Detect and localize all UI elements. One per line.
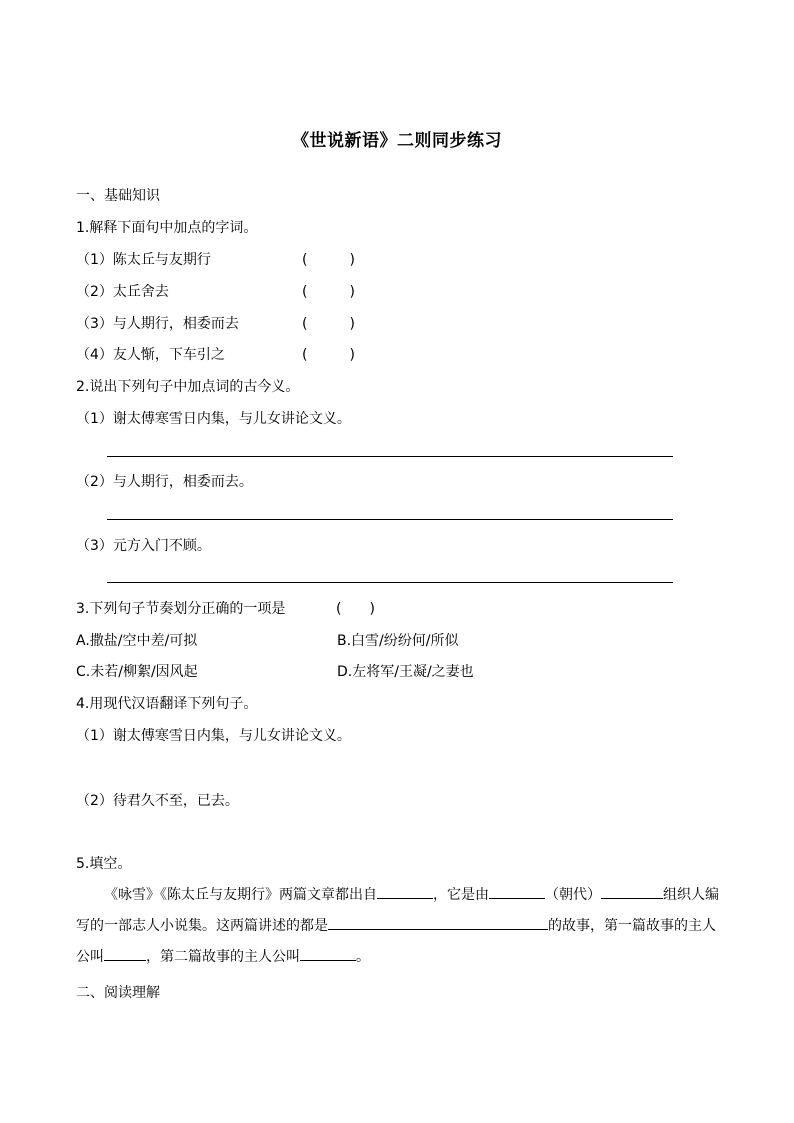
answer-paren-1[interactable]: ( ) — [302, 252, 355, 268]
question-1-item-2: （2）太丘舍去 — [76, 284, 169, 300]
q5-text-7: 。 — [356, 949, 370, 965]
answer-line-2-3[interactable] — [107, 582, 673, 583]
blank-protagonist-1[interactable] — [104, 946, 146, 961]
question-4-item-1: （1）谢太傅寒雪日内集，与儿女讲论文义。 — [76, 728, 351, 744]
answer-paren-3[interactable]: ( ) — [302, 316, 355, 332]
question-5-stem: 5.填空。 — [76, 856, 132, 872]
q5-text-6: ，第二篇故事的主人公叫 — [146, 949, 300, 965]
question-4-item-2: （2）待君久不至，已去。 — [76, 793, 239, 809]
q5-text-4: 组织人编写的一部志人小说集。这两篇讲述的都是 — [76, 887, 719, 934]
answer-paren-3-choice[interactable]: ( ) — [336, 601, 375, 617]
question-1-item-4: （4）友人惭，下车引之 — [76, 347, 225, 363]
blank-theme[interactable] — [328, 915, 548, 930]
question-2-stem: 2.说出下列句子中加点词的古今义。 — [76, 379, 300, 395]
question-1-stem: 1.解释下面句中加点的字词。 — [76, 220, 258, 236]
question-3-stem: 3.下列句子节奏划分正确的一项是 — [76, 601, 286, 617]
question-5-paragraph — [76, 880, 724, 973]
page-title: 《世说新语》二则同步练习 — [292, 131, 502, 151]
option-d[interactable]: D.左将军/王凝/之妻也 — [337, 664, 474, 680]
option-a[interactable]: A.撒盐/空中差/可拟 — [76, 633, 198, 649]
answer-line-2-2[interactable] — [107, 519, 673, 520]
q5-text-3: （朝代） — [545, 887, 601, 903]
option-b[interactable]: B.白雪/纷纷何/所似 — [337, 633, 459, 649]
blank-book[interactable] — [377, 884, 433, 899]
question-1-item-3: （3）与人期行，相委而去 — [76, 316, 239, 332]
q5-text-1: 《咏雪》《陈太丘与友期行》两篇文章都出自 — [104, 887, 377, 903]
question-4-stem: 4.用现代汉语翻译下列句子。 — [76, 696, 258, 712]
section-heading-basic: 一、基础知识 — [76, 188, 160, 204]
blank-protagonist-2[interactable] — [300, 946, 356, 961]
answer-paren-2[interactable]: ( ) — [302, 284, 355, 300]
question-2-item-3: （3）元方入门不顾。 — [76, 538, 211, 554]
answer-paren-4[interactable]: ( ) — [302, 347, 355, 363]
question-2-item-2: （2）与人期行，相委而去。 — [76, 474, 253, 490]
blank-dynasty[interactable] — [489, 884, 545, 899]
answer-line-2-1[interactable] — [107, 456, 673, 457]
blank-organizer[interactable] — [601, 884, 663, 899]
question-1-item-1: （1）陈太丘与友期行 — [76, 252, 211, 268]
q5-text-5: 的故事，第一篇故事的主人公叫 — [76, 918, 716, 965]
section-heading-reading: 二、阅读理解 — [76, 985, 160, 1001]
option-c[interactable]: C.未若/柳絮/因风起 — [76, 664, 198, 680]
question-2-item-1: （1）谢太傅寒雪日内集，与儿女讲论文义。 — [76, 411, 351, 427]
q5-text-2: ，它是由 — [433, 887, 489, 903]
